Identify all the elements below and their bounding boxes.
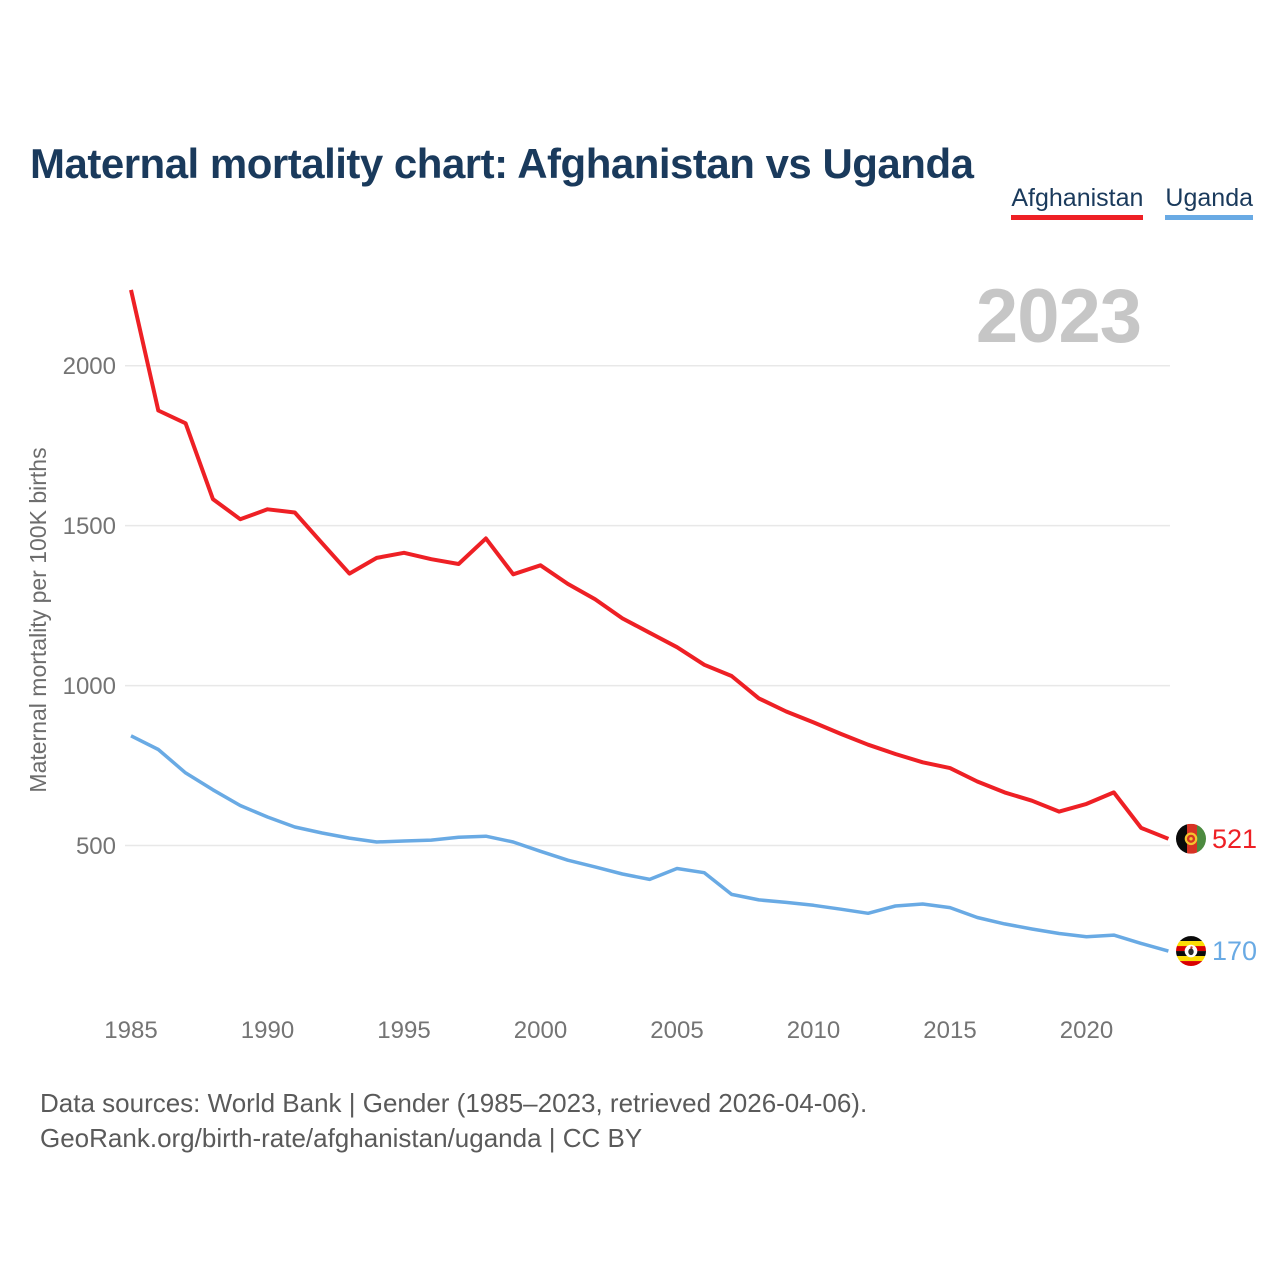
legend-item-afghanistan[interactable]: Afghanistan <box>1011 184 1143 220</box>
afghanistan-line[interactable] <box>131 290 1168 839</box>
chart-watermark: 2023 <box>975 274 1141 359</box>
y-tick-500: 500 <box>75 833 116 861</box>
uganda-end-value: 170 <box>1212 936 1258 967</box>
y-tick-2000: 2000 <box>62 353 116 381</box>
afghanistan-flag-icon <box>1176 824 1206 854</box>
afghanistan-end-value: 521 <box>1212 823 1258 854</box>
chart-footer <box>40 1086 867 1156</box>
uganda-flag-icon <box>1176 936 1206 966</box>
x-tick-2015: 2015 <box>923 1017 977 1044</box>
attribution-text: GeoRank.org/birth-rate/afghanistan/uganda | CC BY <box>40 1123 643 1153</box>
legend-item-uganda[interactable]: Uganda <box>1165 184 1253 220</box>
y-tick-1000: 1000 <box>62 673 116 701</box>
x-tick-2010: 2010 <box>786 1017 841 1044</box>
data-sources-text: Data sources: World Bank | Gender (1985–2023, retrieved 2026-04-06). <box>40 1088 868 1118</box>
y-axis-label: Maternal mortality per 100K births <box>25 447 51 793</box>
x-tick-2005: 2005 <box>650 1017 704 1044</box>
page-title: Maternal mortality chart: Afghanistan vs Uganda <box>30 140 974 188</box>
y-tick-1500: 1500 <box>62 513 116 541</box>
x-tick-1995: 1995 <box>377 1017 431 1044</box>
x-tick-1990: 1990 <box>240 1017 295 1044</box>
uganda-line[interactable] <box>131 736 1168 951</box>
x-tick-1985: 1985 <box>104 1017 158 1044</box>
x-tick-2020: 2020 <box>1059 1017 1114 1044</box>
x-tick-2000: 2000 <box>513 1017 568 1044</box>
